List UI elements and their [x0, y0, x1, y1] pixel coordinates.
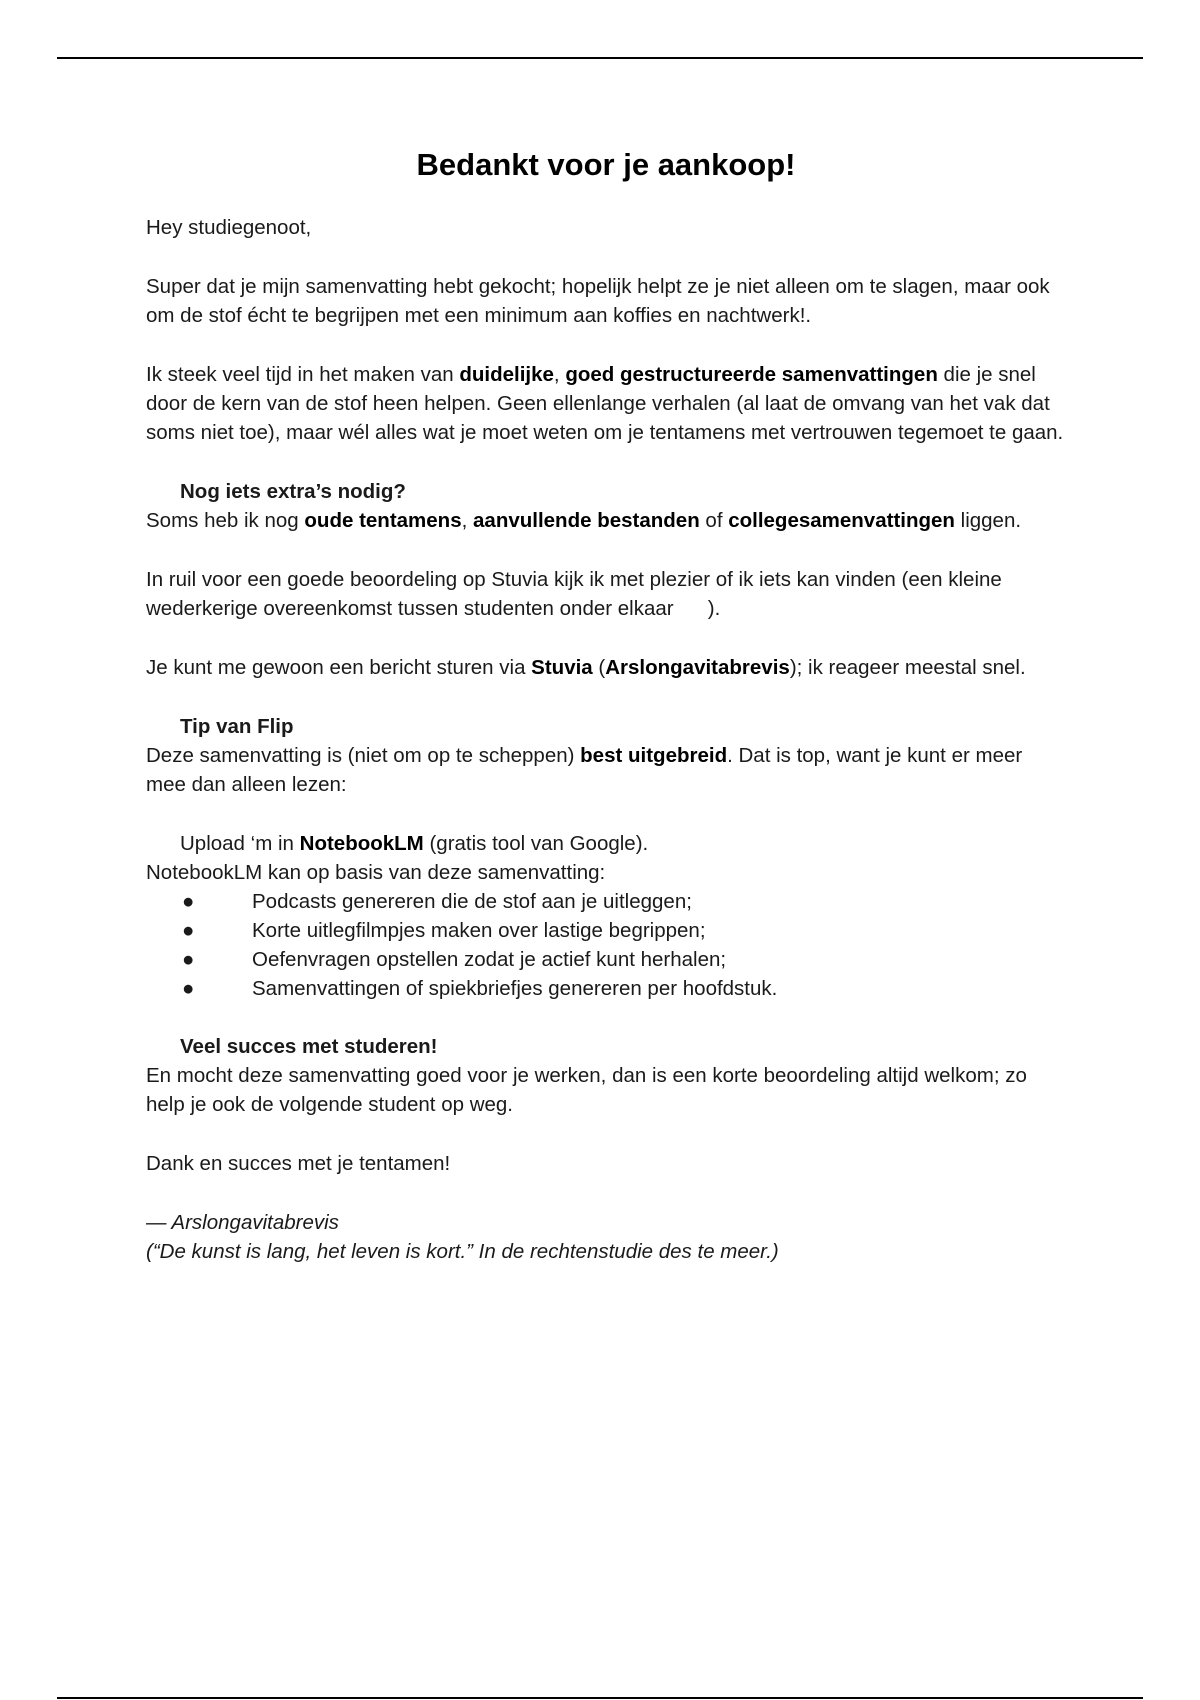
list-item: ● Podcasts genereren die de stof aan je uitleggen;: [146, 887, 1066, 916]
bullet-icon: ●: [182, 977, 195, 1000]
paragraph-contact: Je kunt me gewoon een bericht sturen via Stuvia (Arslongavitabrevis); ik reageer meestal snel.: [146, 656, 1026, 679]
paragraph-effort: Ik steek veel tijd in het maken van duidelijke, goed gestructureerde samenvattingen die je snel door de kern van de stof heen helpen. Geen ellenlange verhalen (al laat de omvang van het vak dat soms niet toe), maar wél alles wat je moet weten om je tentamens met vertrouwen tegemoet te gaan.: [146, 363, 1064, 444]
greeting: Hey studiegenoot,: [146, 216, 312, 239]
bullet-icon: ●: [182, 890, 195, 913]
notebooklm-intro: NotebookLM kan op basis van deze samenvatting:: [146, 861, 606, 884]
page-title: Bedankt voor je aankoop!: [416, 147, 796, 182]
bullet-icon: ●: [182, 919, 195, 942]
feature-list: [146, 887, 1066, 1003]
paragraph-exchange: In ruil voor een goede beoordeling op Stuvia kijk ik met plezier of ik iets kan vinden (een kleine wederkerige overeenkomst tussen studenten onder elkaar ).: [146, 568, 1008, 620]
document-body: [146, 143, 1066, 1266]
section-heading-tip: Tip van Flip: [180, 715, 294, 738]
closing-line: Dank en succes met je tentamen!: [146, 1152, 451, 1175]
paragraph-tip: Deze samenvatting is (niet om op te scheppen) best uitgebreid. Dat is top, want je kunt er meer mee dan alleen lezen:: [146, 744, 1023, 796]
top-rule: [57, 57, 1143, 59]
paragraph-succes: En mocht deze samenvatting goed voor je werken, dan is een korte beoordeling altijd welkom; zo help je ook de volgende student op weg.: [146, 1064, 1027, 1116]
list-item: ● Oefenvragen opstellen zodat je actief kunt herhalen;: [146, 945, 1066, 974]
signature-quote: (“De kunst is lang, het leven is kort.” In de rechtenstudie des te meer.): [146, 1240, 779, 1263]
section-heading-succes: Veel succes met studeren!: [180, 1035, 438, 1058]
paragraph-extra: Soms heb ik nog oude tentamens, aanvullende bestanden of collegesamenvattingen liggen.: [146, 509, 1022, 532]
upload-line: Upload ‘m in NotebookLM (gratis tool van Google).: [180, 832, 649, 855]
list-item: ● Korte uitlegfilmpjes maken over lastige begrippen;: [146, 916, 1066, 945]
section-heading-extra: Nog iets extra’s nodig?: [180, 480, 406, 503]
bottom-rule: [57, 1697, 1143, 1699]
signature: — Arslongavitabrevis: [146, 1211, 339, 1234]
paragraph-intro: Super dat je mijn samenvatting hebt gekocht; hopelijk helpt ze je niet alleen om te slagen, maar ook om de stof écht te begrijpen met een minimum aan koffies en nachtwerk!.: [146, 275, 1050, 327]
list-item: ● Samenvattingen of spiekbriefjes genereren per hoofdstuk.: [146, 974, 1066, 1003]
bullet-icon: ●: [182, 948, 195, 971]
